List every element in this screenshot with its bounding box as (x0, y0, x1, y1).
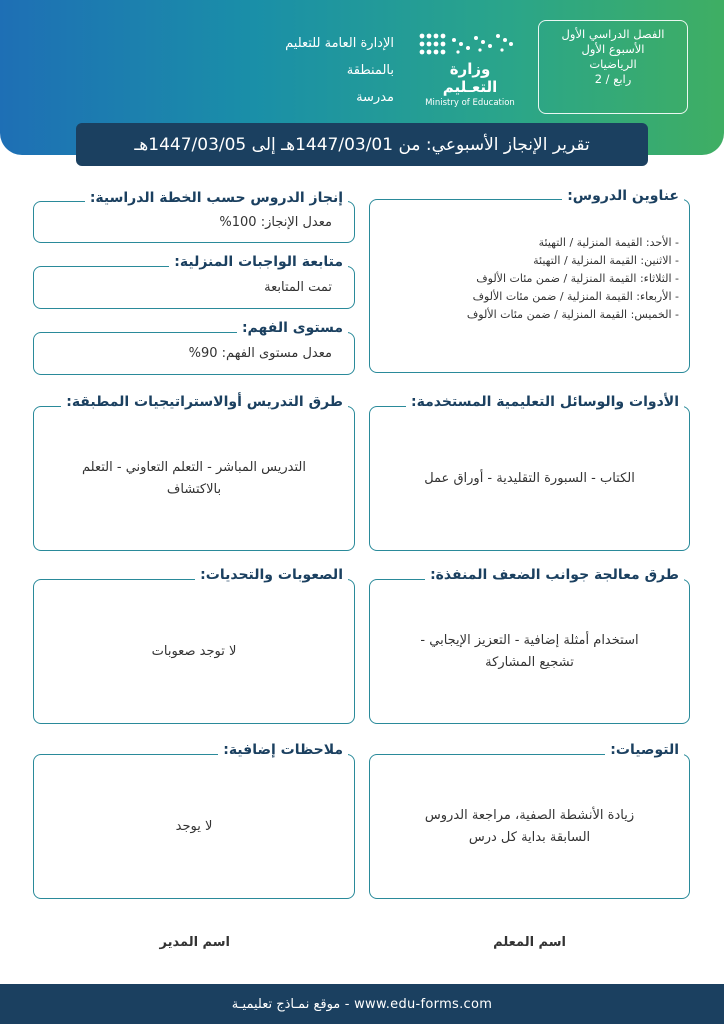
notes-box (33, 754, 355, 899)
admin-line-2: بالمنطقة (346, 63, 394, 78)
subject-label: الرياضيات (589, 57, 637, 71)
footer-text: www.edu-forms.com - موقع نمـاذج تعليميـة (231, 996, 493, 1012)
recommendations-box (369, 754, 690, 899)
ministry-name-ar: وزارة التعـليم (442, 60, 498, 96)
understanding-title: مستوى الفهم: (237, 318, 348, 338)
homework-title: متابعة الواجبات المنزلية: (169, 252, 348, 272)
report-title-bar (76, 123, 648, 166)
homework-box (33, 266, 355, 309)
admin-line-3: مدرسة (356, 90, 394, 105)
lesson-item: - الأربعاء: القيمة المنزلية / ضمن مئات الألوف (472, 290, 679, 303)
lesson-item: - الخميس: القيمة المنزلية / ضمن مئات الألوف (466, 308, 679, 321)
semester-label: الفصل الدراسي الأول (561, 27, 665, 41)
understanding-box (33, 332, 355, 375)
week-label: الأسبوع الأول (581, 42, 645, 56)
methods-value: التدريس المباشر - التعلم التعاوني - التعلم بالاكتشاف (82, 459, 306, 497)
admin-info (285, 30, 394, 111)
report-title: تقرير الإنجاز الأسبوعي: من 1447/03/01هـ إلى 1447/03/05هـ (134, 134, 590, 155)
recommendations-value: زيادة الأنشطة الصفية، مراجعة الدروس السابقة بداية كل درس (424, 807, 635, 845)
lessons-box (369, 199, 690, 373)
completion-value: معدل الإنجاز: 100% (219, 214, 332, 230)
weakness-title: طرق معالجة جوانب الضعف المنفذة: (425, 565, 684, 585)
ministry-name-en: Ministry of Education (425, 98, 515, 108)
completion-title: إنجاز الدروس حسب الخطة الدراسية: (85, 188, 348, 208)
lesson-item: - الثلاثاء: القيمة المنزلية / ضمن مئات الألوف (476, 272, 679, 285)
tools-box (369, 406, 690, 551)
admin-line-1: الإدارة العامة للتعليم (285, 36, 394, 51)
grade-label: رابع / 2 (594, 72, 632, 86)
notes-title: ملاحظات إضافية: (218, 740, 348, 760)
weakness-value: استخدام أمثلة إضافية - التعزيز الإيجابي - تشجيع المشاركة (420, 632, 639, 670)
recommendations-title: التوصيات: (605, 740, 684, 760)
difficulties-box (33, 579, 355, 724)
teacher-signature-label: اسم المعلم (493, 935, 566, 950)
weakness-box (369, 579, 690, 724)
tools-value: الكتاب - السبورة التقليدية - أوراق عمل (424, 470, 635, 486)
difficulties-value: لا توجد صعوبات (151, 643, 237, 659)
methods-title: طرق التدريس أوالاستراتيجيات المطبقة: (61, 392, 348, 412)
ministry-wordmark (420, 60, 520, 108)
tools-title: الأدوات والوسائل التعليمية المستخدمة: (406, 392, 684, 412)
understanding-value: معدل مستوى الفهم: 90% (188, 346, 332, 361)
notes-value: لا يوجد (175, 818, 213, 834)
lesson-item: - الأحد: القيمة المنزلية / التهيئة (538, 236, 679, 249)
homework-value: تمت المتابعة (264, 280, 332, 295)
principal-signature-label: اسم المدير (159, 935, 230, 950)
lesson-item: - الاثنين: القيمة المنزلية / التهيئة (533, 254, 679, 267)
ministry-logo-icon (416, 28, 516, 60)
class-info-box (538, 20, 688, 114)
methods-box (33, 406, 355, 551)
page-footer (0, 984, 724, 1024)
difficulties-title: الصعوبات والتحديات: (195, 565, 348, 585)
lessons-title: عناوين الدروس: (562, 186, 684, 206)
